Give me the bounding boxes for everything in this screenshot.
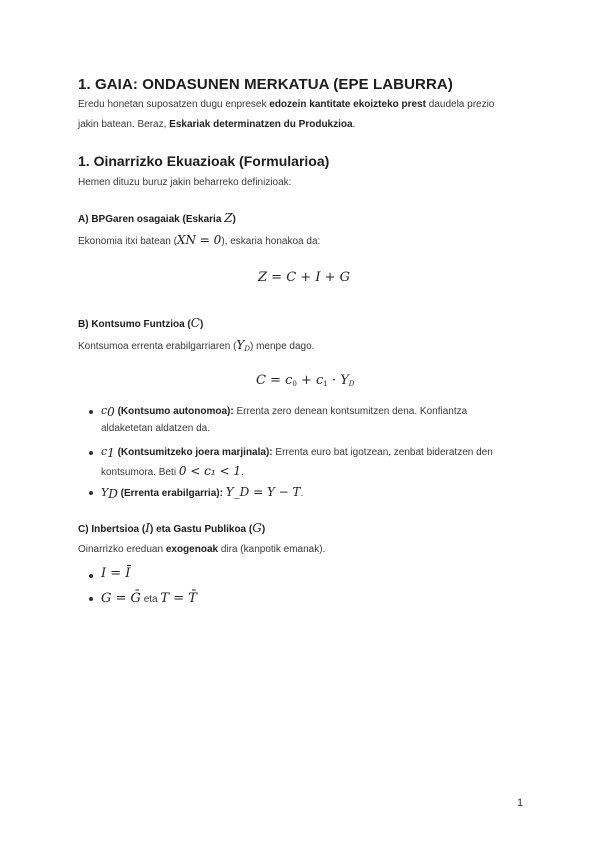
document-title: 1. GAIA: ONDASUNEN MERKATUA (EPE LABURRA) [78, 76, 453, 93]
heading-text: ) eta Gastu Publikoa ( [149, 524, 253, 535]
part-a-heading [78, 211, 236, 225]
heading-text: C) Inbertsioa ( [78, 524, 146, 535]
bullet-bold: (Errenta erabilgarria): [117, 488, 223, 499]
list-item-government [101, 589, 197, 607]
inline-math: Y [236, 338, 245, 352]
math-var: Z [224, 211, 233, 225]
heading-text: ) [232, 214, 236, 225]
intro-text: daudela prezio [425, 99, 495, 110]
heading-text: ) [261, 524, 266, 535]
list-item-c1 [101, 445, 493, 460]
body-text: ), eskaria honakoa da: [221, 236, 321, 247]
math-var: G [252, 521, 262, 535]
inline-math: T = T̄ [160, 591, 197, 606]
bullet-text: Errenta euro bat igotzean, zenbat bideratzen den [272, 447, 493, 458]
bullet-marker [89, 574, 93, 578]
inline-math: G = Ḡ [101, 591, 141, 606]
body-text: Kontsumoa errenta erabilgarriaren ( [78, 341, 237, 352]
page-number: 1 [517, 797, 524, 809]
part-b-heading [78, 316, 203, 330]
list-item-c1-cont [101, 464, 244, 478]
intro-text: Eredu honetan suposatzen dugu enpresek [78, 99, 270, 110]
equation-consumption: $C = c_0 + c_1 \cdot Y_D$ [256, 373, 355, 388]
bullet-text: kontsumora. Beti [101, 467, 179, 478]
bullet-marker [89, 597, 93, 601]
part-b-text [78, 338, 314, 353]
part-c-heading [78, 521, 265, 535]
inline-math: XN = 0 [176, 233, 222, 247]
bullet-marker [89, 451, 93, 455]
body-text: ) menpe dago. [249, 341, 315, 352]
bullet-bold: (Kontsumitzeko joera marjinala): [114, 447, 273, 458]
body-text: dira (kanpotik emanak). [218, 544, 326, 555]
part-a-text [78, 233, 320, 247]
list-item-c0 [101, 404, 467, 419]
bullet-text: . [240, 467, 244, 478]
heading-text: ) [199, 319, 204, 330]
equation-demand: Z = C + I + G [258, 270, 351, 285]
bullet-marker [89, 491, 93, 495]
bullet-marker [89, 410, 93, 414]
intro-bold: Eskariak determinatzen du Produkzioa [169, 119, 353, 130]
list-item-yd [101, 485, 303, 501]
inline-math: Y_D = Y − T [225, 485, 301, 499]
body-text: Oinarrizko ereduan [78, 544, 166, 555]
list-item-c0-cont: aldaketetan aldatzen da. [101, 423, 210, 434]
bullet-text: Errenta zero denean kontsumitzen dena. Konfiantza [233, 406, 468, 417]
intro-line-2 [78, 119, 355, 130]
math-sub: D [108, 487, 118, 501]
math-sub: 1 [107, 446, 115, 460]
math-var: I [145, 521, 150, 535]
math-var: c [101, 404, 108, 417]
heading-text: B) Kontsumo Funtzioa ( [78, 319, 191, 330]
section-lead: Hemen dituzu buruz jakin beharreko definizioak: [78, 177, 292, 188]
section-title: 1. Oinarrizko Ekuazioak (Formularioa) [78, 153, 330, 169]
part-c-text [78, 544, 325, 555]
bullet-text: . [300, 488, 304, 499]
intro-line-1 [78, 99, 494, 110]
math-var: c [101, 445, 108, 458]
math-sub: 0 [107, 405, 115, 419]
inline-math: 0 < c₁ < 1 [178, 464, 241, 478]
body-text: Ekonomia itxi batean ( [78, 236, 177, 247]
math-var: C [190, 316, 200, 330]
inline-math-sub: D [244, 345, 250, 353]
intro-text: . [352, 119, 356, 130]
intro-text: jakin batean. Beraz, [78, 119, 170, 130]
bullet-text: eta [140, 594, 161, 605]
list-item-investment: I = Ī [101, 566, 131, 581]
body-bold: exogenoak [165, 544, 219, 555]
bullet-bold: (Kontsumo autonomoa): [114, 406, 234, 417]
math-var: Y [101, 486, 109, 499]
heading-text: A) BPGaren osagaiak (Eskaria [78, 214, 225, 225]
intro-bold: edozein kantitate ekoizteko prest [269, 99, 426, 110]
